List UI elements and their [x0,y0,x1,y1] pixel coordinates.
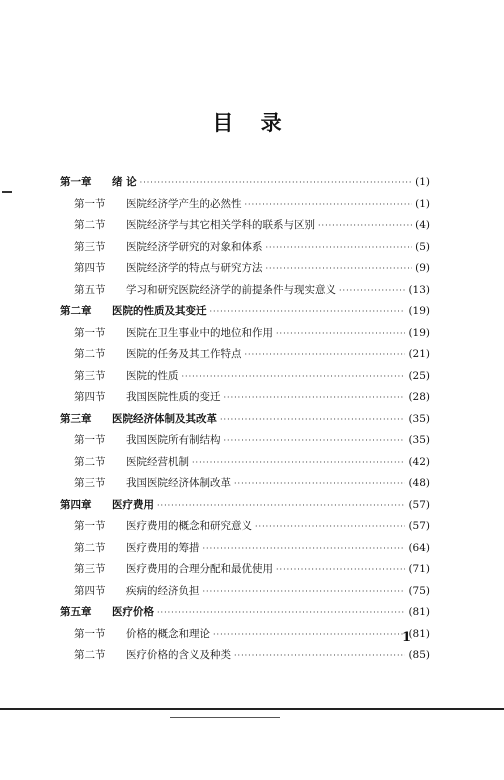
dot-leader [339,280,405,302]
entry-number: 第二节 [74,541,106,554]
entry-number: 第二节 [74,348,106,360]
toc-entry[interactable] [60,366,430,388]
entry-label: 医疗费用的概念和研究意义 [126,520,252,532]
entry-label: 医疗价格的含义及种类 [126,649,231,661]
entry-label: 医院经济体制及其改革 [112,412,217,425]
entry-page: (42) [408,455,430,468]
dot-leader [140,172,412,194]
toc-entry[interactable] [60,323,430,345]
entry-label: 医疗费用 [112,498,154,511]
entry-page: (4) [415,219,430,231]
dot-leader [245,194,413,216]
toc-entry[interactable] [60,215,430,237]
dot-leader [266,258,413,280]
scan-artifact-mark [2,191,12,193]
entry-page: (25) [408,369,430,382]
toc-entry[interactable] [60,602,430,624]
toc-entry[interactable] [60,344,430,366]
entry-number: 第五节 [74,283,106,296]
dot-leader [266,237,413,259]
entry-number: 第三节 [74,240,106,253]
toc-entry[interactable] [60,430,430,452]
toc-entry[interactable] [60,452,430,474]
dot-leader [192,452,405,474]
dot-leader [255,516,405,538]
entry-page: (1) [415,176,430,188]
entry-number: 第四节 [74,391,106,403]
entry-number: 第三节 [74,369,106,382]
entry-number: 第五章 [60,606,92,618]
dot-leader [245,344,406,366]
dot-leader [157,602,405,624]
entry-number: 第三节 [74,563,106,575]
dot-leader [213,624,405,646]
entry-label: 医疗价格 [112,606,154,618]
dot-leader [234,645,405,667]
entry-number: 第三章 [60,412,92,425]
entry-number: 第一节 [74,520,106,532]
entry-page: (35) [408,434,430,446]
toc-entry[interactable] [60,473,430,495]
entry-label: 医院在卫生事业中的地位和作用 [126,326,273,339]
dot-leader [224,387,406,409]
toc-entry[interactable] [60,194,430,216]
entry-page: (75) [408,584,430,597]
entry-number: 第四节 [74,262,106,274]
entry-number: 第一节 [74,197,106,210]
entry-label: 医疗费用的筹措 [126,541,200,554]
entry-number: 第二节 [74,455,106,468]
dot-leader [210,301,406,323]
entry-number: 第四节 [74,584,106,597]
entry-label: 医院经济学产生的必然性 [126,197,242,210]
entry-label: 医院的任务及其工作特点 [126,348,242,360]
entry-number: 第二章 [60,305,92,317]
toc-entry[interactable] [60,409,430,431]
entry-page: (81) [408,627,430,640]
dot-leader [203,581,406,603]
entry-number: 第一节 [74,627,106,640]
entry-label: 学习和研究医院经济学的前提条件与现实意义 [126,283,336,296]
entry-number: 第一节 [74,434,106,446]
toc-entry[interactable] [60,280,430,302]
entry-page: (57) [408,520,430,532]
entry-page: (35) [408,412,430,425]
entry-page: (48) [408,477,430,489]
dot-leader [234,473,405,495]
entry-page: (71) [408,563,430,575]
entry-page: (81) [408,606,430,618]
entry-label: 疾病的经济负担 [126,584,200,597]
entry-number: 第一章 [60,176,92,188]
entry-page: (5) [415,240,430,253]
entry-page: (1) [415,197,430,210]
table-of-contents [60,172,430,667]
toc-title: 目 录 [212,111,292,135]
toc-entry[interactable] [60,258,430,280]
entry-label: 我国医院所有制结构 [126,434,221,446]
toc-entry[interactable] [60,516,430,538]
dot-leader [220,409,405,431]
entry-label: 医院的性质及其变迁 [112,305,207,317]
entry-page: (57) [408,498,430,511]
entry-page: (85) [408,649,430,661]
dot-leader [276,323,405,345]
bottom-rule [0,708,504,710]
page-number: 1 [402,630,412,645]
entry-page: (19) [408,326,430,339]
bottom-rule-short [170,717,280,718]
entry-label: 医院经济学与其它相关学科的联系与区别 [126,219,315,231]
dot-leader [276,559,405,581]
entry-page: (13) [408,283,430,296]
toc-entry[interactable] [60,301,430,323]
toc-entry[interactable] [60,172,430,194]
entry-label: 医院经济学的特点与研究方法 [126,262,263,274]
dot-leader [224,430,406,452]
entry-number: 第二节 [74,219,106,231]
entry-label: 我国医院经济体制改革 [126,477,231,489]
entry-label: 绪 论 [112,176,137,188]
entry-label: 医院经营机制 [126,455,189,468]
entry-label: 医院经济学研究的对象和体系 [126,240,263,253]
entry-page: (64) [408,541,430,554]
entry-page: (21) [408,348,430,360]
dot-leader [157,495,405,517]
entry-number: 第四章 [60,498,92,511]
toc-entry[interactable] [60,624,430,646]
toc-entry[interactable] [60,559,430,581]
entry-number: 第一节 [74,326,106,339]
entry-page: (28) [408,391,430,403]
dot-leader [182,366,406,388]
entry-page: (19) [408,305,430,317]
entry-label: 价格的概念和理论 [126,627,210,640]
toc-entry[interactable] [60,387,430,409]
toc-entry[interactable] [60,645,430,667]
entry-label: 医疗费用的合理分配和最优使用 [126,563,273,575]
entry-page: (9) [415,262,430,274]
entry-number: 第二节 [74,649,106,661]
toc-entry[interactable] [60,581,430,603]
entry-label: 我国医院性质的变迁 [126,391,221,403]
dot-leader [318,215,412,237]
dot-leader [203,538,406,560]
entry-number: 第三节 [74,477,106,489]
entry-label: 医院的性质 [126,369,179,382]
toc-entry[interactable] [60,237,430,259]
toc-entry[interactable] [60,538,430,560]
toc-entry[interactable] [60,495,430,517]
